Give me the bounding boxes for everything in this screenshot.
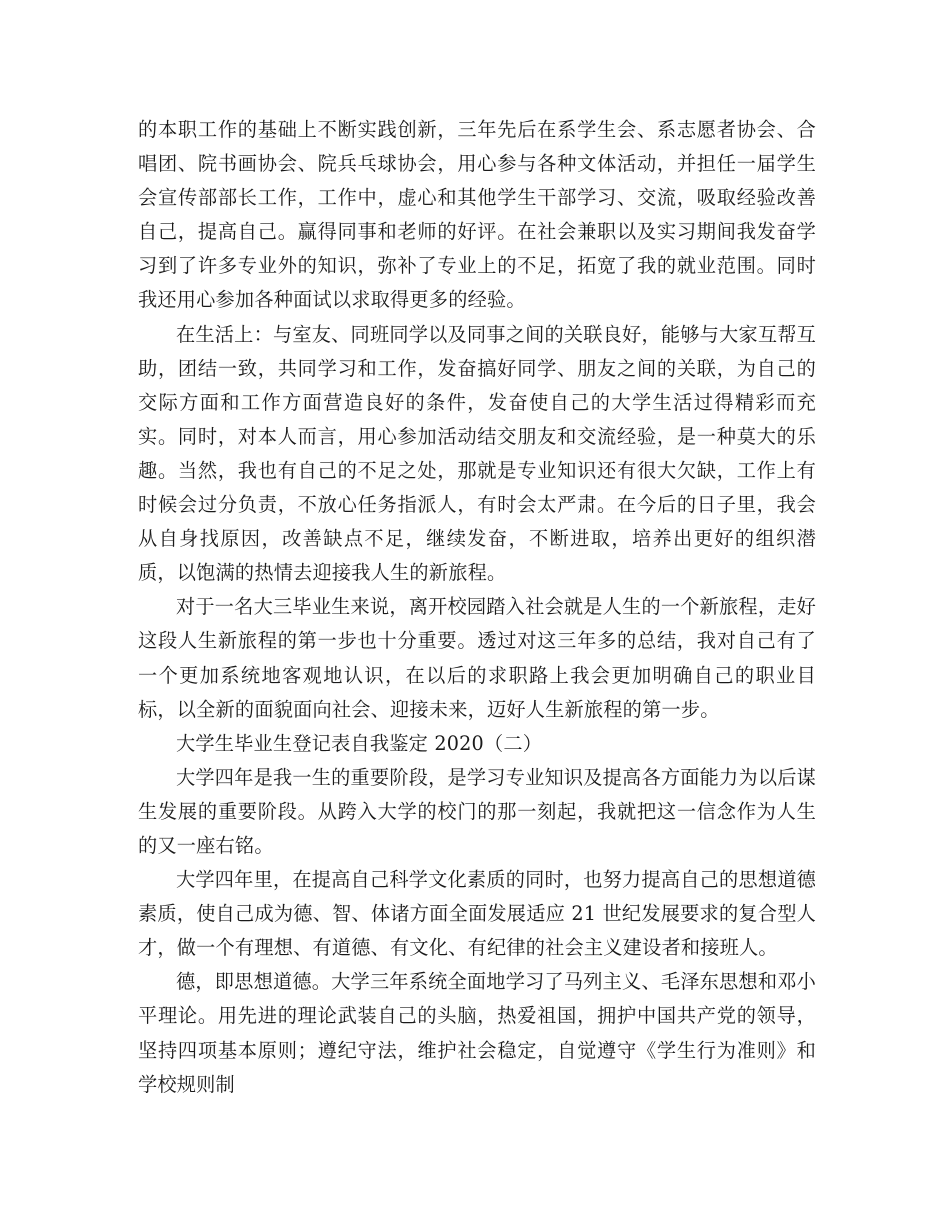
document-page	[138, 113, 816, 1102]
paragraph-continuation: 的本职工作的基础上不断实践创新，三年先后在系学生会、系志愿者协会、合唱团、院书画协会、院兵乓球协会，用心参与各种文体活动，并担任一届学生会宣传部部长工作，工作中，虚心和其他学生干部学习、交流，吸取经验改善自己，提高自己。赢得同事和老师的好评。在社会兼职以及实习期间我发奋学习到了许多专业外的知识，弥补了专业上的不足，拓宽了我的就业范围。同时我还用心参加各种面试以求取得更多的经验。	[138, 118, 816, 312]
paragraph-morality: 德，即思想道德。大学三年系统全面地学习了马列主义、毛泽东思想和邓小平理论。用先进的理论武装自己的头脑，热爱祖国，拥护中国共产党的领导，坚持四项基本原则；遵纪守法，维护社会稳定，自觉遵守《学生行为准则》和学校规则制	[138, 970, 816, 1096]
section-title: 大学生毕业生登记表自我鉴定 2020（二）	[176, 731, 543, 755]
paragraph-quality: 大学四年里，在提高自己科学文化素质的同时，也努力提高自己的思想道德素质，使自己成为德、智、体诸方面全面发展适应 21 世纪发展要求的复合型人才，做一个有理想、有道德、有文化、有纪律的社会主义建设者和接班人。	[138, 868, 816, 960]
paragraph-four-years: 大学四年是我一生的重要阶段，是学习专业知识及提高各方面能力为以后谋生发展的重要阶段。从跨入大学的校门的那一刻起，我就把这一信念作为人生的又一座右铭。	[138, 765, 816, 857]
paragraph-conclusion: 对于一名大三毕业生来说，离开校园踏入社会就是人生的一个新旅程，走好这段人生新旅程的第一步也十分重要。透过对这三年多的总结，我对自己有了一个更加系统地客观地认识，在以后的求职路上我会更加明确自己的职业目标，以全新的面貌面向社会、迎接未来，迈好人生新旅程的第一步。	[138, 595, 816, 721]
paragraph-life: 在生活上：与室友、同班同学以及同事之间的关联良好，能够与大家互帮互助，团结一致，共同学习和工作，发奋搞好同学、朋友之间的关联，为自己的交际方面和工作方面营造良好的条件，发奋使自己的大学生活过得精彩而充实。同时，对本人而言，用心参加活动结交朋友和交流经验，是一种莫大的乐趣。当然，我也有自己的不足之处，那就是专业知识还有很大欠缺，工作上有时候会过分负责，不放心任务指派人，有时会太严肃。在今后的日子里，我会从自身找原因，改善缺点不足，继续发奋，不断进取，培养出更好的组织潜质，以饱满的热情去迎接我人生的新旅程。	[138, 322, 816, 585]
